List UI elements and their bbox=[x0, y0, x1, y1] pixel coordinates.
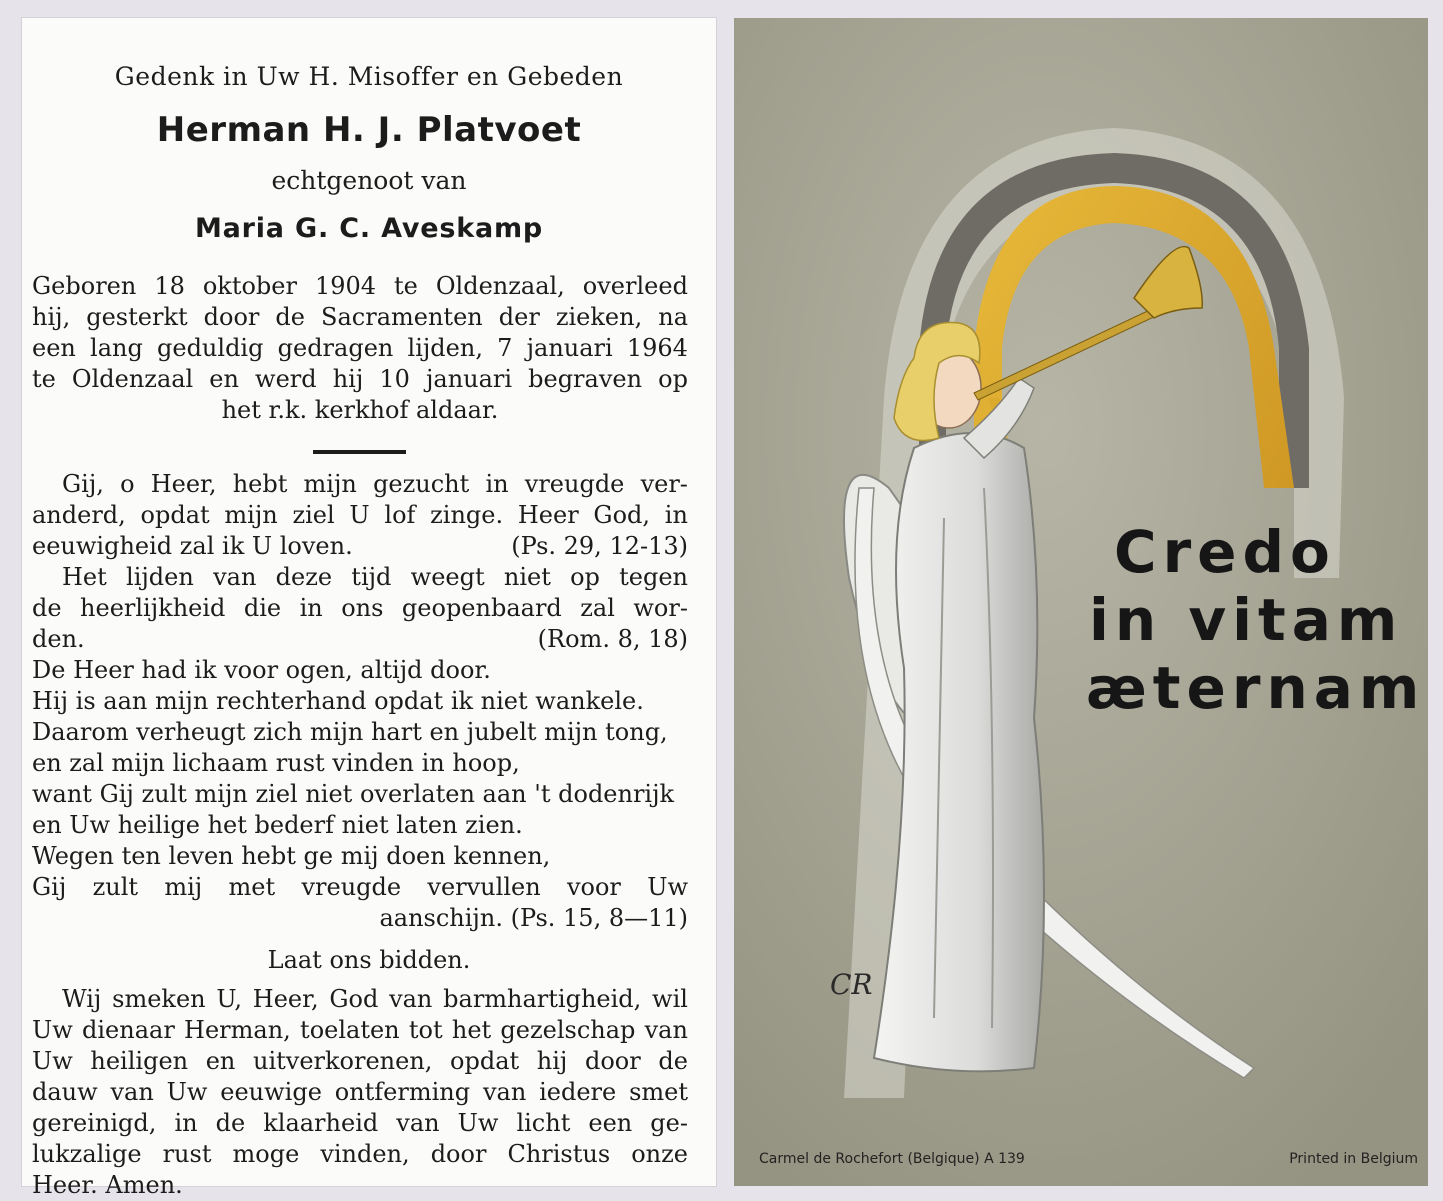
word: wil bbox=[652, 985, 688, 1013]
word: God bbox=[329, 985, 379, 1013]
word: door bbox=[430, 1140, 487, 1168]
word: opdat bbox=[140, 501, 210, 529]
verse-line bbox=[32, 593, 688, 624]
publisher-credit: Carmel de Rochefort (Belgique) A 139 bbox=[759, 1151, 1025, 1167]
word: o bbox=[120, 470, 135, 498]
word: hebt bbox=[232, 470, 288, 498]
word: op bbox=[570, 563, 600, 591]
word: lijden bbox=[126, 563, 194, 591]
word: van bbox=[110, 1078, 154, 1106]
scripture-reference: (Ps. 29, 12-13) bbox=[511, 532, 688, 560]
word: zal bbox=[580, 594, 615, 622]
angel-picture-card bbox=[734, 18, 1428, 1186]
word: de bbox=[275, 303, 305, 331]
word: gereinigd, bbox=[32, 1109, 157, 1137]
verse-last-line bbox=[32, 531, 688, 562]
word: te bbox=[32, 365, 56, 393]
word: Wij bbox=[62, 985, 102, 1013]
biography-paragraph bbox=[32, 271, 688, 426]
word: gezucht bbox=[373, 470, 470, 498]
word: anderd, bbox=[32, 501, 126, 529]
word: heerlijkheid bbox=[80, 594, 226, 622]
word: opdat bbox=[450, 1047, 520, 1075]
word: lof bbox=[384, 501, 416, 529]
word: mijn bbox=[224, 501, 278, 529]
word: onze bbox=[631, 1140, 688, 1168]
word: Heer, bbox=[150, 470, 217, 498]
word: barmhartigheid, bbox=[443, 985, 642, 1013]
word: vinden, bbox=[320, 1140, 410, 1168]
word: en bbox=[209, 365, 239, 393]
verse-line: en Uw heilige het bederf niet laten zien. bbox=[32, 811, 523, 839]
word: Het bbox=[62, 563, 107, 591]
word: Oldenzaal, bbox=[435, 272, 565, 300]
word: dauw bbox=[32, 1078, 98, 1106]
word: Gij, bbox=[62, 470, 104, 498]
word: toelaten bbox=[300, 1016, 400, 1044]
word: zieken, bbox=[555, 303, 643, 331]
word: begraven bbox=[528, 365, 643, 393]
word: vervullen bbox=[427, 873, 541, 901]
word: gesterkt bbox=[86, 303, 188, 331]
word: in bbox=[174, 1109, 198, 1137]
word: mij bbox=[164, 873, 203, 901]
word: ge- bbox=[650, 1109, 688, 1137]
word: niet bbox=[503, 563, 551, 591]
word: lukzalige bbox=[32, 1140, 142, 1168]
word: U, bbox=[216, 985, 243, 1013]
word: hij bbox=[536, 1047, 568, 1075]
word: te bbox=[394, 272, 418, 300]
word: God, bbox=[593, 501, 651, 529]
word: mijn bbox=[303, 470, 357, 498]
biography-line: het r.k. kerkhof aldaar. bbox=[221, 396, 499, 424]
verse-text: eeuwigheid zal ik U loven. bbox=[32, 532, 353, 560]
word: van bbox=[213, 563, 257, 591]
verse-line: Daarom verheugt zich mijn hart en jubelt mijn tong, bbox=[32, 718, 668, 746]
word: klaarheid bbox=[263, 1109, 379, 1137]
word: lang bbox=[90, 334, 143, 362]
deceased-name: Herman H. J. Platvoet bbox=[156, 110, 582, 150]
prayer-line bbox=[32, 984, 688, 1015]
spouse-name: Maria G. C. Aveskamp bbox=[194, 213, 544, 244]
prayer-line bbox=[32, 1046, 688, 1077]
printed-credit: Printed in Belgium bbox=[1289, 1151, 1418, 1167]
word: heiligen bbox=[90, 1047, 189, 1075]
verse-line bbox=[32, 469, 688, 500]
word: Geboren bbox=[32, 272, 137, 300]
word: smeken bbox=[112, 985, 206, 1013]
artist-monogram: CR bbox=[830, 968, 873, 1001]
word: door bbox=[203, 303, 260, 331]
word: weegt bbox=[410, 563, 485, 591]
word: in bbox=[485, 470, 509, 498]
word: oktober bbox=[202, 272, 297, 300]
word: zinge. bbox=[430, 501, 504, 529]
word: geduldig bbox=[157, 334, 264, 362]
verse-line: want Gij zult mijn ziel niet overlaten aan 't dodenrijk bbox=[32, 780, 675, 808]
word: vreugde bbox=[524, 470, 625, 498]
verse-1 bbox=[32, 469, 688, 562]
word: zult bbox=[92, 873, 139, 901]
word: werd bbox=[255, 365, 317, 393]
verse-line: De Heer had ik voor ogen, altijd door. bbox=[32, 656, 491, 684]
word: der bbox=[498, 303, 540, 331]
word: ons bbox=[341, 594, 384, 622]
word: op bbox=[658, 365, 688, 393]
word: vreugde bbox=[301, 873, 402, 901]
word: een bbox=[588, 1109, 633, 1137]
word: iedere bbox=[539, 1078, 617, 1106]
word: gedragen bbox=[277, 334, 394, 362]
word: de bbox=[32, 594, 62, 622]
prayer-line bbox=[32, 1108, 688, 1139]
word: ontferming bbox=[334, 1078, 471, 1106]
prayer-line bbox=[32, 1139, 688, 1170]
word: voor bbox=[566, 873, 621, 901]
biography-line bbox=[32, 271, 688, 302]
verse-last-line bbox=[32, 624, 688, 655]
word: licht bbox=[516, 1109, 571, 1137]
word: van bbox=[396, 1109, 440, 1137]
word: Herman, bbox=[184, 1016, 291, 1044]
word: januari bbox=[526, 334, 613, 362]
word: Oldenzaal bbox=[71, 365, 194, 393]
verse-line bbox=[32, 872, 688, 903]
word: die bbox=[243, 594, 282, 622]
verse-last-line: aanschijn. (Ps. 15, 8—11) bbox=[379, 904, 688, 932]
verse-3 bbox=[32, 655, 688, 934]
verse-line: Wegen ten leven hebt ge mij doen kennen, bbox=[32, 842, 551, 870]
word: Heer bbox=[517, 501, 579, 529]
word: 18 bbox=[154, 272, 185, 300]
prayer-line bbox=[32, 1077, 688, 1108]
word: 7 bbox=[497, 334, 513, 362]
word: uitverkorenen, bbox=[253, 1047, 433, 1075]
word: Uw bbox=[457, 1109, 499, 1137]
word: tegen bbox=[619, 563, 688, 591]
verse-line bbox=[32, 562, 688, 593]
word: ver- bbox=[640, 470, 688, 498]
word: de bbox=[215, 1109, 246, 1137]
word: dienaar bbox=[82, 1016, 175, 1044]
verse-line bbox=[32, 500, 688, 531]
verse-2 bbox=[32, 562, 688, 655]
verse-line: Hij is aan mijn rechterhand opdat ik niet wankele. bbox=[32, 687, 644, 715]
word: Uw bbox=[32, 1047, 73, 1075]
word: eeuwige bbox=[220, 1078, 322, 1106]
prayer-paragraph bbox=[32, 984, 688, 1201]
memorial-text-card bbox=[22, 18, 716, 1199]
word: gezelschap bbox=[500, 1016, 636, 1044]
word: 10 bbox=[379, 365, 410, 393]
word: 1964 bbox=[626, 334, 688, 362]
verse-text: den. bbox=[32, 625, 85, 653]
word: hij, bbox=[32, 303, 71, 331]
biography-line bbox=[32, 333, 688, 364]
word: hij bbox=[332, 365, 364, 393]
biography-line bbox=[32, 364, 688, 395]
word: lijden, bbox=[407, 334, 483, 362]
prayer-line: Heer. Amen. bbox=[32, 1171, 183, 1199]
scripture-reference: (Rom. 8, 18) bbox=[537, 625, 688, 653]
word: Heer, bbox=[252, 985, 319, 1013]
word: Uw bbox=[32, 1016, 73, 1044]
word: 1904 bbox=[314, 272, 377, 300]
word: door bbox=[584, 1047, 641, 1075]
motto-line: æternam bbox=[1086, 654, 1426, 722]
word: Uw bbox=[166, 1078, 208, 1106]
word: overleed bbox=[582, 272, 688, 300]
word: het bbox=[451, 1016, 492, 1044]
word: rust bbox=[162, 1140, 212, 1168]
word: in bbox=[299, 594, 323, 622]
word: geopenbaard bbox=[401, 594, 562, 622]
word: van bbox=[644, 1016, 688, 1044]
word: Christus bbox=[507, 1140, 611, 1168]
word: deze bbox=[275, 563, 333, 591]
word: tijd bbox=[351, 563, 392, 591]
word: na bbox=[658, 303, 688, 331]
section-divider bbox=[313, 450, 406, 454]
word: de bbox=[658, 1047, 688, 1075]
motto-line: in vitam bbox=[1089, 586, 1404, 654]
word: en bbox=[205, 1047, 236, 1075]
word: wor- bbox=[633, 594, 688, 622]
word: U bbox=[349, 501, 370, 529]
word: januari bbox=[425, 365, 513, 393]
motto-line: Credo bbox=[1114, 518, 1336, 586]
biography-line bbox=[32, 302, 688, 333]
prayer-line bbox=[32, 1015, 688, 1046]
word: Uw bbox=[647, 873, 688, 901]
word: moge bbox=[232, 1140, 300, 1168]
word: van bbox=[389, 985, 433, 1013]
prayer-title: Laat ons bidden. bbox=[267, 946, 471, 974]
word: ziel bbox=[292, 501, 335, 529]
word: een bbox=[32, 334, 76, 362]
word: met bbox=[228, 873, 276, 901]
word: in bbox=[664, 501, 688, 529]
spouse-intro: echtgenoot van bbox=[271, 166, 467, 195]
word: Gij bbox=[32, 873, 67, 901]
word: Sacramenten bbox=[321, 303, 483, 331]
word: van bbox=[482, 1078, 527, 1106]
word: tot bbox=[408, 1016, 443, 1044]
word: smet bbox=[629, 1078, 688, 1106]
header-line: Gedenk in Uw H. Misoffer en Gebeden bbox=[114, 62, 624, 91]
verse-line: en zal mijn lichaam rust vinden in hoop, bbox=[32, 749, 520, 777]
